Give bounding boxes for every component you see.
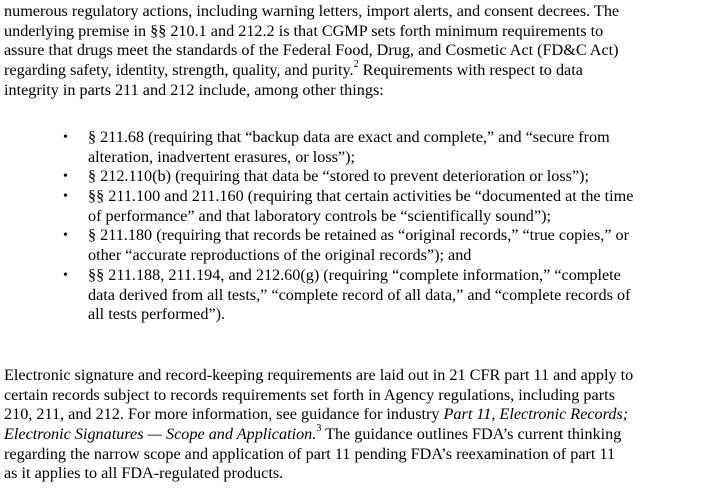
text-line: assure that drugs meet the standards of the Federal Food, Drug, and Cosmetic Act (FD&C Act) xyxy=(4,41,619,60)
text-line: §§ 211.188, 211.194, and 212.60(g) (requiring “complete information,” “complete xyxy=(88,265,621,284)
text-line: as it applies to all FDA-regulated products. xyxy=(4,464,284,483)
text-segment: Requirements with respect to data xyxy=(358,61,583,80)
bullet-icon: • xyxy=(63,130,68,145)
text-line: data derived from all tests,” “complete record of all data,” and “complete records of xyxy=(88,285,631,304)
text-segment: 210, 211, and 212. For more information, see guidance for industry xyxy=(4,405,444,424)
footnote-ref[interactable]: 3 xyxy=(316,422,322,434)
text-line: alteration, inadvertent erasures, or loss”); xyxy=(88,147,355,166)
text-line xyxy=(4,58,705,81)
text-line: numerous regulatory actions, including warning letters, import alerts, and consent decrees. The xyxy=(4,2,620,20)
intro-paragraph xyxy=(4,2,705,100)
closing-paragraph xyxy=(4,366,705,484)
text-line: underlying premise in §§ 210.1 and 212.2 is that CGMP sets forth minimum requirements to xyxy=(4,21,604,40)
requirements-list xyxy=(0,128,705,325)
list-item xyxy=(0,226,705,265)
text-line: § 212.110(b) (requiring that data be “stored to prevent deterioration or loss”); xyxy=(88,167,590,186)
list-item xyxy=(0,266,705,325)
footnote-ref[interactable]: 2 xyxy=(353,58,359,70)
text-segment: The guidance outlines FDA’s current thinking xyxy=(321,425,622,444)
text-line: all tests performed”). xyxy=(88,305,226,324)
text-line: other “accurate reproductions of the original records”); and xyxy=(88,246,472,265)
text-line: Electronic signature and record-keeping requirements are laid out in 21 CFR part 11 and apply to xyxy=(4,366,634,384)
text-line: certain records subject to records requirements set forth in Agency regulations, including parts xyxy=(4,385,615,404)
text-line: § 211.68 (requiring that “backup data are exact and complete,” and “secure from xyxy=(88,128,610,146)
list-item xyxy=(0,187,705,226)
text-line: of performance” and that laboratory controls be “scientifically sound”); xyxy=(88,206,551,225)
list-item xyxy=(0,128,705,167)
text-line xyxy=(4,405,705,425)
text-line xyxy=(4,422,705,445)
text-line: § 211.180 (requiring that records be retained as “original records,” “true copies,” or xyxy=(88,226,630,245)
bullet-icon: • xyxy=(63,267,68,283)
guidance-title: Part 11, Electronic Records; xyxy=(443,405,629,424)
bullet-icon: • xyxy=(63,189,68,205)
bullet-icon: • xyxy=(63,169,68,185)
guidance-title: Electronic Signatures — Scope and Application. xyxy=(4,425,317,444)
text-line: integrity in parts 211 and 212 include, among other things: xyxy=(4,80,384,99)
text-line: regarding the narrow scope and application of part 11 pending FDA’s reexamination of part 11 xyxy=(4,444,616,463)
text-line: §§ 211.100 and 211.160 (requiring that certain activities be “documented at the time xyxy=(88,187,634,206)
list-item xyxy=(0,167,705,187)
text-segment: regarding safety, identity, strength, quality, and purity. xyxy=(4,61,354,80)
bullet-icon: • xyxy=(63,228,68,244)
